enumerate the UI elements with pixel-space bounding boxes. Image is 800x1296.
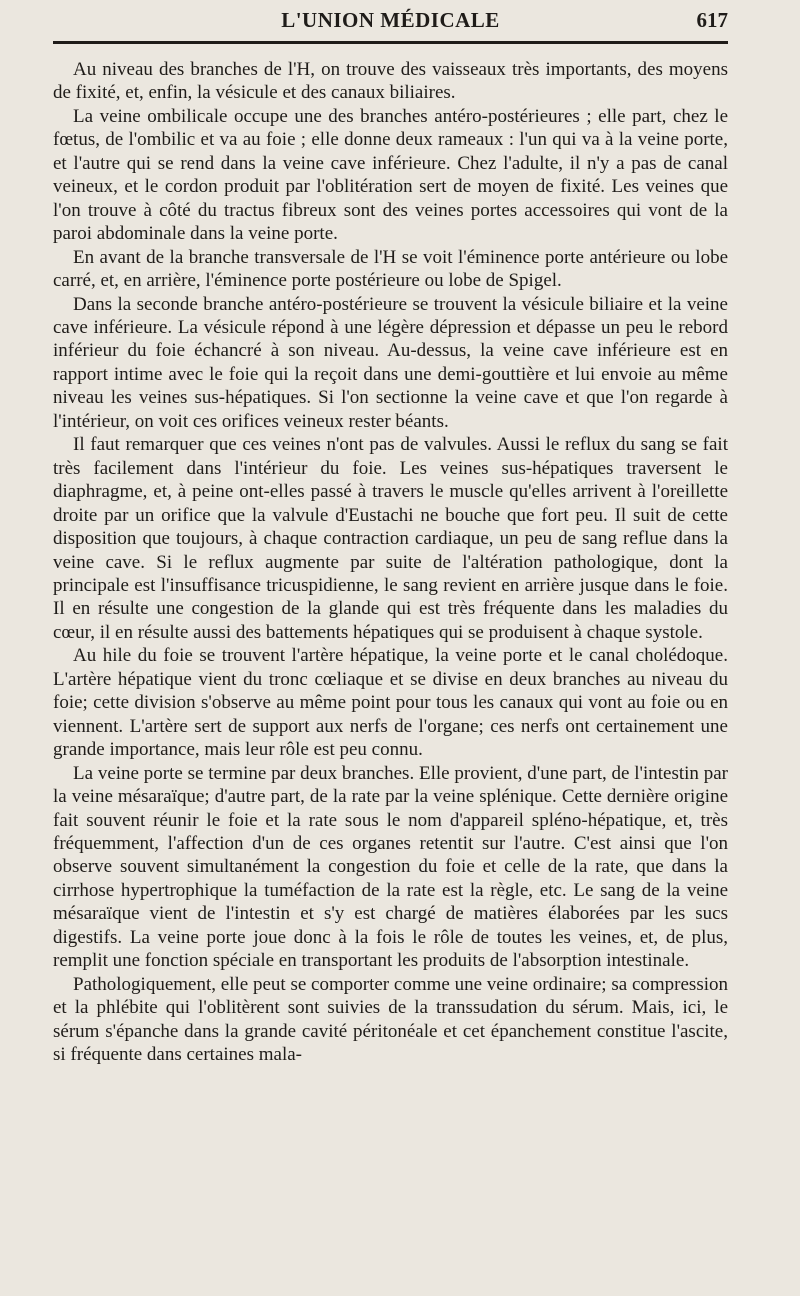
running-header <box>53 4 728 38</box>
paragraph-4: Dans la seconde branche antéro-postérieure se trouvent la vésicule biliaire et la veine cave inférieure. La vésicule répond à une légère dépression et dépasse un peu le rebord inférieur du foie échancré à son niveau. Au-dessus, la veine cave inférieure est en rapport intime avec le foie qui la reçoit dans une demi-gouttière et lui envoie au même niveau les veines sus-hépatiques. Si l'on sectionne la veine cave et que l'on regarde à l'intérieur, on voit ces orifices veineux rester béants. <box>53 293 728 432</box>
paragraph-2: La veine ombilicale occupe une des branches antéro-postérieures ; elle part, chez le fœtus, de l'ombilic et va au foie ; elle donne deux rameaux : l'un qui va à la veine porte, et l'autre qui se rend dans la veine cave inférieure. Chez l'adulte, il n'y a pas de canal veineux, et le cordon produit par l'oblitération sert de moyen de fixité. Les veines que l'on trouve à côté du tractus fibreux sont des veines portes accessoires qui vont de la paroi abdominale dans la veine porte. <box>53 105 728 245</box>
paragraph-3: En avant de la branche transversale de l'H se voit l'éminence porte antérieure ou lobe carré, et, en arrière, l'éminence porte postérieure ou lobe de Spigel. <box>53 246 728 292</box>
page-number: 617 <box>696 8 728 32</box>
paragraph-6: Au hile du foie se trouvent l'artère hépatique, la veine porte et le canal cholédoque. L'artère hépatique vient du tronc cœliaque et se divise en deux branches au niveau du foie; cette division s'observe au même point pour tous les canaux qui vont au foie ou en viennent. L'artère sert de support aux nerfs de l'organe; ces nerfs ont certainement une grande importance, mais leur rôle est peu connu. <box>53 645 728 761</box>
paragraph-5: Il faut remarquer que ces veines n'ont pas de valvules. Aussi le reflux du sang se fait très facilement dans l'intérieur du foie. Les veines sus-hépatiques traversent le diaphragme, et, à peine ont-elles passé à travers le muscle qu'elles arrivent à l'oreillette droite par un orifice que la valvule d'Eustachi ne bouche que fort peu. Il suit de cette disposition que toujours, à chaque contraction cardiaque, un peu de sang reflue dans la veine cave. Si le reflux augmente par suite de l'altération pathologique, dont la principale est l'insuffisance tricuspidienne, le sang revient en arrière jusque dans le foie. Il en résulte une congestion de la glande qui est très fréquente dans les maladies du cœur, il en résulte aussi des battements hépatiques qui se produisent à chaque systole. <box>53 434 728 643</box>
paragraph-7: La veine porte se termine par deux branches. Elle provient, d'une part, de l'intestin par la veine mésaraïque; d'autre part, de la rate par la veine splénique. Cette dernière origine fait souvent réunir le foie et la rate sous le nom d'appareil spléno-hépatique, et, très fréquemment, l'affection d'un de ces organes retentit sur l'autre. C'est ainsi que l'on observe souvent simultanément la congestion du foie et celle de la rate, que dans la cirrhose hypertrophique la tuméfaction de la rate est la règle, etc. Le sang de la veine mésaraïque vient de l'intestin et s'y est chargé de matières élaborées par les sucs digestifs. La veine porte joue donc à la fois le rôle de toutes les veines, et, de plus, remplit une fonction spéciale en transportant les produits de l'absorption intestinale. <box>53 762 728 972</box>
journal-title: L'UNION MÉDICALE <box>281 8 500 32</box>
paragraph-8: Pathologiquement, elle peut se comporter comme une veine ordinaire; sa compression et la phlébite qui l'oblitèrent sont suivies de la transsudation du sérum. Mais, ici, le sérum s'épanche dans la grande cavité péritonéale et cet épanchement constitue l'ascite, si fréquente dans certaines mala- <box>53 973 728 1066</box>
header-rule <box>53 41 728 44</box>
article-body <box>53 58 728 1066</box>
paragraph-1: Au niveau des branches de l'H, on trouve des vaisseaux très importants, des moyens de fixité, et, enfin, la vésicule et des canaux biliaires. <box>53 59 728 104</box>
